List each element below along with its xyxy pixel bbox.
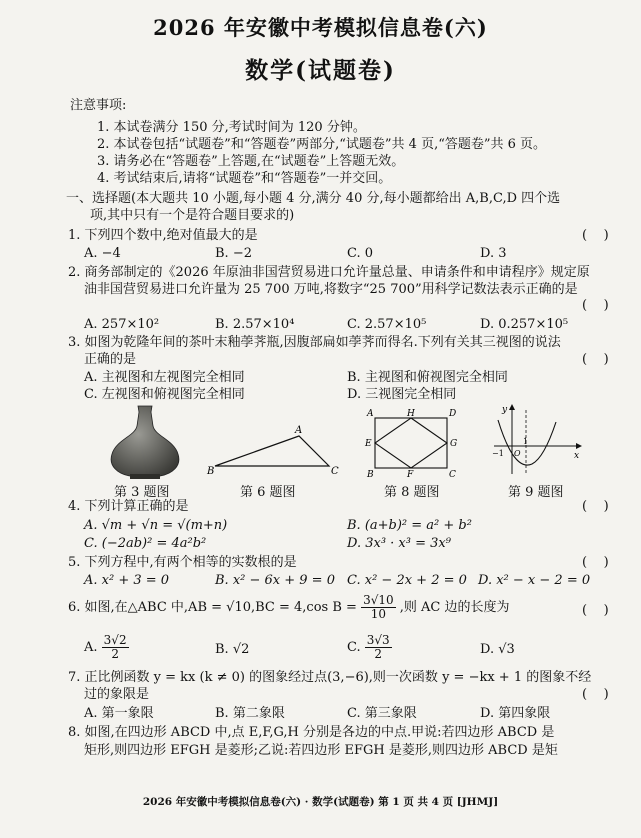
figure-caption: 第 9 题图 [508, 485, 564, 500]
q6-stem-part2: ,则 AC 边的长度为 [399, 600, 510, 615]
option-fraction [102, 634, 129, 661]
question-3-line2: 正确的是 [84, 352, 137, 367]
q7-option-a: A. 第一象限 [84, 706, 154, 721]
page-subtitle: 数学(试题卷) [245, 57, 396, 84]
question-1-stem: 1. 下列四个数中,绝对值最大的是 [68, 228, 258, 243]
q6-option-d: D. √3 [480, 642, 515, 657]
q1-option-a: A. −4 [84, 246, 121, 261]
answer-paren: ( ) [582, 687, 609, 702]
answer-paren: ( ) [582, 499, 609, 514]
answer-paren: ( ) [582, 555, 609, 570]
question-8-line1: 8. 如图,在四边形 ABCD 中,点 E,F,G,H 分别是各边的中点.甲说:若四边形 ABCD 是 [68, 725, 555, 740]
fig6-label: B [207, 466, 215, 476]
cos-b-fraction [361, 594, 396, 621]
q4-option-b: B. (a+b)² = a² + b² [347, 518, 472, 533]
figure-caption: 第 6 题图 [240, 485, 296, 500]
fig6-label: C [331, 466, 339, 476]
option-fraction [365, 634, 392, 661]
q4-option-c: C. (−2ab)² = 4a²b² [84, 536, 207, 551]
question-6-stem [68, 594, 510, 621]
fig8-label: E [365, 439, 372, 449]
question-2-line1: 2. 商务部制定的《2026 年原油非国营贸易进口允许量总量、申请条件和申请程序》规定原 [68, 265, 590, 280]
question-3-line1: 3. 如图为乾隆年间的茶叶末釉荸荠瓶,因腹部扁如荸荠而得名.下列有关其三视图的说法 [68, 335, 561, 350]
q7-option-d: D. 第四象限 [480, 706, 551, 721]
q6-option-a [84, 634, 129, 661]
figure-caption: 第 3 题图 [114, 485, 170, 500]
q5-option-b: B. x² − 6x + 9 = 0 [215, 573, 335, 588]
note-item: 3. 请务必在“答题卷”上答题,在“试题卷”上答题无效。 [97, 154, 405, 169]
q1-option-d: D. 3 [480, 246, 507, 261]
q2-option-b: B. 2.57×10⁴ [215, 317, 295, 332]
triangle-abc-figure [205, 424, 340, 476]
answer-paren: ( ) [582, 603, 609, 618]
fig8-label: G [450, 439, 458, 449]
notes-heading: 注意事项: [70, 98, 127, 113]
q6-option-b: B. √2 [215, 642, 250, 657]
q3-option-b: B. 主视图和俯视图完全相同 [347, 370, 508, 385]
fraction-denominator: 2 [111, 647, 119, 661]
fraction-numerator: 3√10 [363, 593, 394, 607]
option-label: C. [347, 640, 361, 655]
note-item: 4. 考试结束后,请将“试题卷”和“答题卷”一并交回。 [97, 171, 392, 186]
q5-option-d: D. x² − x − 2 = 0 [478, 573, 591, 588]
fig8-label: C [449, 470, 456, 478]
q6-stem-part1: 6. 如图,在△ABC 中,AB = √10,BC = 4,cos B = [68, 600, 357, 615]
vase-figure [100, 402, 190, 480]
fraction-denominator: 2 [374, 647, 383, 661]
fig8-label: F [407, 470, 414, 478]
answer-paren: ( ) [582, 298, 609, 313]
q7-option-c: C. 第三象限 [347, 706, 417, 721]
fig8-label: D [449, 409, 457, 419]
q4-option-d: D. 3x³ · x³ = 3x⁹ [347, 536, 451, 551]
note-item: 1. 本试卷满分 150 分,考试时间为 120 分钟。 [97, 120, 366, 135]
q3-option-d: D. 三视图完全相同 [347, 387, 457, 402]
quadrilateral-figure [362, 406, 462, 478]
q7-option-b: B. 第二象限 [215, 706, 285, 721]
q6-option-c [347, 634, 392, 661]
question-7-line1: 7. 正比例函数 y = kx (k ≠ 0) 的图象经过点(3,−6),则一次函数 y = −kx + 1 的图象不经 [68, 670, 592, 685]
q5-option-c: C. x² − 2x + 2 = 0 [347, 573, 467, 588]
q2-option-a: A. 257×10² [84, 317, 160, 332]
fraction-numerator: 3√3 [366, 633, 390, 647]
q5-option-a: A. x² + 3 = 0 [84, 573, 170, 588]
fig8-label: H [407, 409, 415, 419]
fig8-label: A [367, 409, 374, 419]
fig9-label: x [574, 451, 580, 461]
q1-option-c: C. 0 [347, 246, 374, 261]
question-4-stem: 4. 下列计算正确的是 [68, 499, 189, 514]
page-title: 2026 年安徽中考模拟信息卷(六) [153, 15, 488, 40]
question-5-stem: 5. 下列方程中,有两个相等的实数根的是 [68, 555, 297, 570]
note-item: 2. 本试卷包括“试题卷”和“答题卷”两部分,“试题卷”共 4 页,“答题卷”共 6 页。 [97, 137, 547, 152]
section-heading-cont: 项,其中只有一个是符合题目要求的) [90, 208, 295, 223]
parabola-graph-figure [490, 402, 585, 478]
fig9-label: 1 [523, 437, 529, 446]
answer-paren: ( ) [582, 228, 609, 243]
fraction-denominator: 10 [370, 607, 386, 621]
figure-caption: 第 8 题图 [384, 485, 440, 500]
q3-option-c: C. 左视图和俯视图完全相同 [84, 387, 245, 402]
fraction-numerator: 3√2 [103, 633, 127, 647]
q2-option-d: D. 0.257×10⁵ [480, 317, 569, 332]
q3-option-a: A. 主视图和左视图完全相同 [84, 370, 245, 385]
answer-paren: ( ) [582, 352, 609, 367]
question-2-line2: 油非国营贸易进口允许量为 25 700 万吨,将数字“25 700”用科学记数法表示正确的是 [84, 282, 578, 297]
option-label: A. [84, 640, 98, 655]
q4-option-a: A. √m + √n = √(m+n) [84, 518, 228, 533]
q2-option-c: C. 2.57×10⁵ [347, 317, 427, 332]
q1-option-b: B. −2 [215, 246, 252, 261]
page-footer: 2026 年安徽中考模拟信息卷(六) · 数学(试题卷) 第 1 页 共 4 页 [JHMJ] [142, 796, 499, 808]
section-heading: 一、选择题(本大题共 10 小题,每小题 4 分,满分 40 分,每小题都给出 A,B,C,D 四个选 [66, 191, 561, 206]
fig9-label: O [514, 449, 521, 458]
fig8-label: B [367, 470, 374, 478]
question-7-line2: 过的象限是 [84, 687, 150, 702]
fig9-label: y [502, 405, 508, 415]
fig9-label: −1 [492, 449, 504, 458]
question-8-line2: 矩形,则四边形 EFGH 是菱形;乙说:若四边形 EFGH 是菱形,则四边形 ABCD 是矩 [84, 743, 558, 758]
fig6-label: A [295, 425, 303, 436]
